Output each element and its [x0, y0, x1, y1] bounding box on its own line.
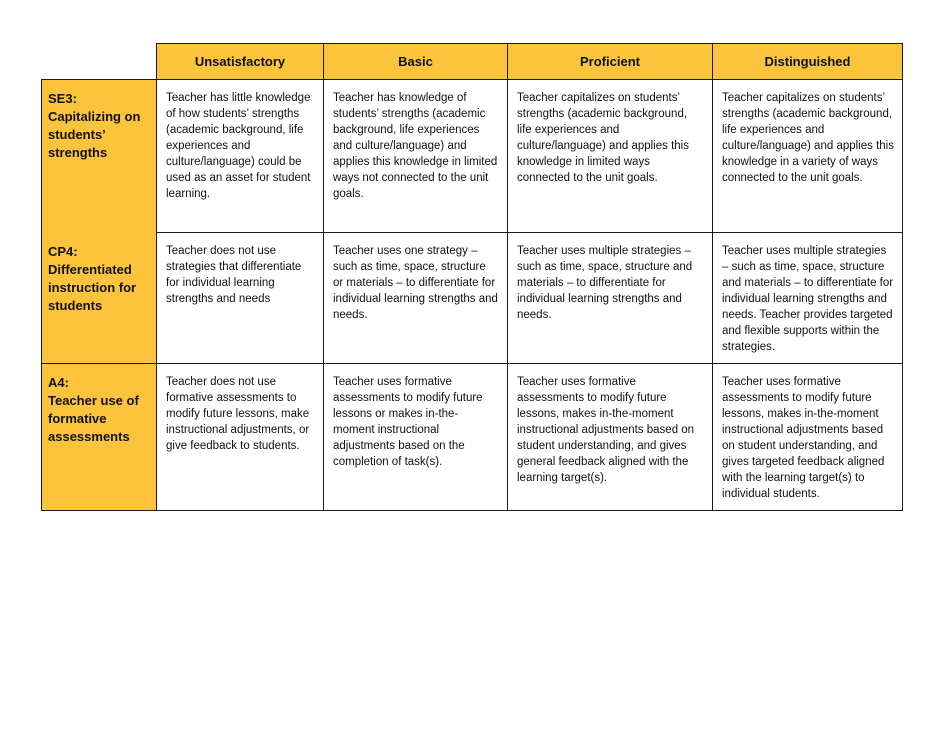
- level-header-basic: Basic: [324, 44, 508, 80]
- descriptor-a4-unsatisfactory: Teacher does not use formative assessments to modify future lessons, make instructional adjustments, or give feedback to students.: [157, 364, 324, 511]
- level-header-distinguished: Distinguished: [713, 44, 903, 80]
- header-row: [42, 44, 903, 80]
- rubric-row-cp4: [42, 233, 903, 364]
- criterion-code: A4:: [48, 375, 69, 390]
- criterion-title: Capitalizing on students’ strengths: [48, 109, 141, 160]
- descriptor-cp4-basic: Teacher uses one strategy – such as time, space, structure or materials – to differentiate for individual learning strengths and needs.: [324, 233, 508, 364]
- descriptor-cp4-proficient: Teacher uses multiple strategies – such as time, space, structure and materials – to differentiate for individual learning strengths and needs.: [508, 233, 713, 364]
- criterion-title: Differentiated instruction for students: [48, 261, 137, 313]
- descriptor-cp4-unsatisfactory: Teacher does not use strategies that differentiate for individual learning strengths and needs: [157, 233, 324, 364]
- rubric-row-se3: [42, 80, 903, 233]
- criterion-title: Teacher use of formative assessments: [48, 393, 139, 444]
- criterion-cell-a4: [42, 364, 157, 511]
- rubric-table: [41, 43, 903, 511]
- descriptor-se3-distinguished: Teacher capitalizes on students’ strengths (academic background, life experiences and culture/language) and applies this knowledge in a variety of ways connected to the unit goals.: [713, 80, 903, 233]
- level-header-proficient: Proficient: [508, 44, 713, 80]
- descriptor-se3-unsatisfactory: Teacher has little knowledge of how students’ strengths (academic background, life experiences and culture/language) could be used as an asset for student learning.: [157, 80, 324, 233]
- level-header-unsatisfactory: Unsatisfactory: [157, 44, 324, 80]
- descriptor-cp4-distinguished: Teacher uses multiple strategies – such as time, space, structure and materials – to differentiate for individual learning strengths and needs. Teacher provides targeted and flexible supports within the strategies.: [713, 233, 903, 364]
- criterion-code: CP4:: [48, 243, 78, 259]
- descriptor-a4-basic: Teacher uses formative assessments to modify future lessons or makes in-the-moment instructional adjustments based on the completion of task(s).: [324, 364, 508, 511]
- descriptor-a4-distinguished: Teacher uses formative assessments to modify future lessons, makes in-the-moment instructional adjustments based on student understanding, and gives targeted feedback aligned with the learning target(s) to individual students.: [713, 364, 903, 511]
- descriptor-se3-basic: Teacher has knowledge of students’ strengths (academic background, life experiences and culture/language) and applies this knowledge in limited ways not connected to the unit goals.: [324, 80, 508, 233]
- criterion-cell-cp4: [42, 233, 157, 364]
- corner-cell: [42, 44, 157, 80]
- criterion-cell-se3: [42, 80, 157, 233]
- rubric-row-a4: [42, 364, 903, 511]
- descriptor-se3-proficient: Teacher capitalizes on students’ strengths (academic background, life experiences and culture/language) and applies this knowledge in limited ways connected to the unit goals.: [508, 80, 713, 233]
- descriptor-a4-proficient: Teacher uses formative assessments to modify future lessons, makes in-the-moment instructional adjustments based on student understanding, and gives general feedback aligned with the learning target(s).: [508, 364, 713, 511]
- criterion-code: SE3:: [48, 91, 77, 106]
